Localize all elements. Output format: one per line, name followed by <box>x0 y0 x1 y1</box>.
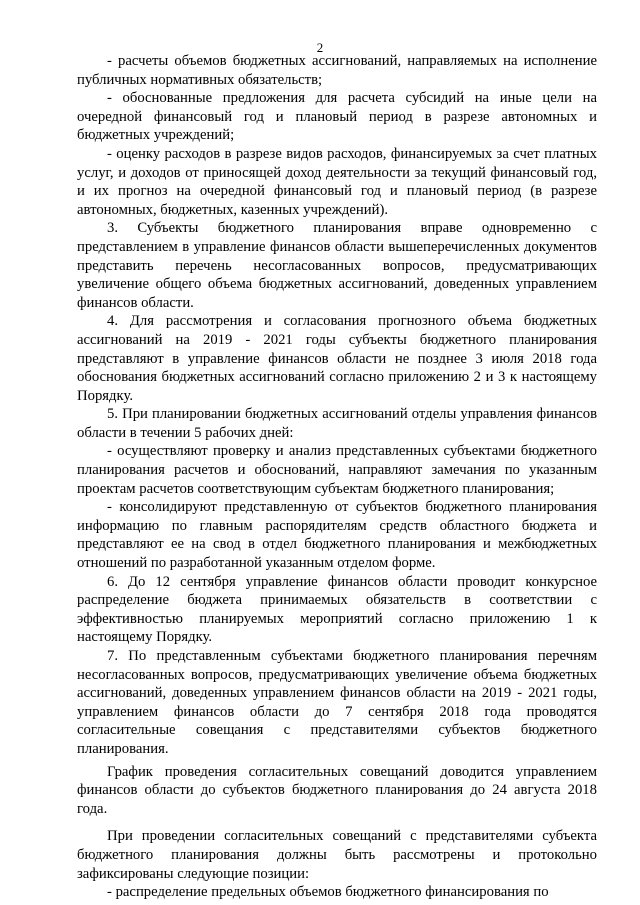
paragraph-item-7: 7. По представленным субъектами бюджетного планирования перечням несогласованных вопросов, предусматривающих увеличение объема бюджетных ассигнований, доведенных управлением финансов области на 2019 - 2021 годы, управлением финансов области до 7 сентября 2018 года проводятся согласительные совещания с представителями субъектов бюджетного планирования. <box>77 648 597 757</box>
page-number: 2 <box>316 40 324 55</box>
paragraph-payments-calculation: - расчеты объемов бюджетных ассигнований, направляемых на исполнение публичных нормативных обязательств; <box>77 53 597 88</box>
paragraph-item-6: 6. До 12 сентября управление финансов области проводит конкурсное распределение бюджета принимаемых обязательств в соответствии с эффективностью планируемых мероприятий согласно приложению 1 к настоящему Порядку. <box>77 573 597 646</box>
paragraph-item-4: 4. Для рассмотрения и согласования прогнозного объема бюджетных ассигнований на 2019 - 2021 годы субъекты бюджетного планирования представляют в управление финансов области не позднее 3 июля 2018 года обоснования бюджетных ассигнований согласно приложению 2 и 3 к настоящему Порядку. <box>77 313 597 404</box>
document-body <box>77 52 597 902</box>
paragraph-meeting-positions: При проведении согласительных совещаний с представителями субъекта бюджетного планирования должны быть рассмотрены и протокольно зафиксированы следующие позиции: <box>77 828 597 882</box>
paragraph-item-5: 5. При планировании бюджетных ассигнований отделы управления финансов области в течении 5 рабочих дней: <box>77 406 597 441</box>
paragraph-item-5-consolidate: - консолидируют представленную от субъектов бюджетного планирования информацию по главным распорядителям средств областного бюджета и представляют ее на свод в отдел бюджетного планирования и межбюджетных отношений по разработанной указанным отделом форме. <box>77 499 597 572</box>
paragraph-expenditure-estimate: - оценку расходов в разрезе видов расходов, финансируемых за счет платных услуг, и доходов от приносящей доход деятельности за текущий финансовый год, и их прогноз на очередной финансовый год и плановый период (в разрезе автономных, бюджетных, казенных учреждений). <box>77 145 597 218</box>
paragraph-meeting-schedule: График проведения согласительных совещаний доводится управлением финансов области до субъектов бюджетного планирования до 24 августа 2018 года. <box>77 763 597 817</box>
paragraph-item-3: 3. Субъекты бюджетного планирования вправе одновременно с представлением в управление финансов области вышеперечисленных документов представить перечень несогласованных вопросов, предусматривающих увеличение общего объема бюджетных ассигнований, доведенных управлением финансов области. <box>77 220 597 311</box>
paragraph-funding-distribution: - распределение предельных объемов бюджетного финансирования по <box>107 884 549 901</box>
paragraph-subsidies-proposals: - обоснованные предложения для расчета субсидий на иные цели на очередной финансовый год и плановый период в разрезе автономных и бюджетных учреждений; <box>77 90 597 144</box>
paragraph-item-5-check: - осуществляют проверку и анализ представленных субъектами бюджетного планирования расчетов и обоснований, направляют замечания по указанным проектам расчетов соответствующим субъектам бюджетного планирования; <box>77 443 597 497</box>
